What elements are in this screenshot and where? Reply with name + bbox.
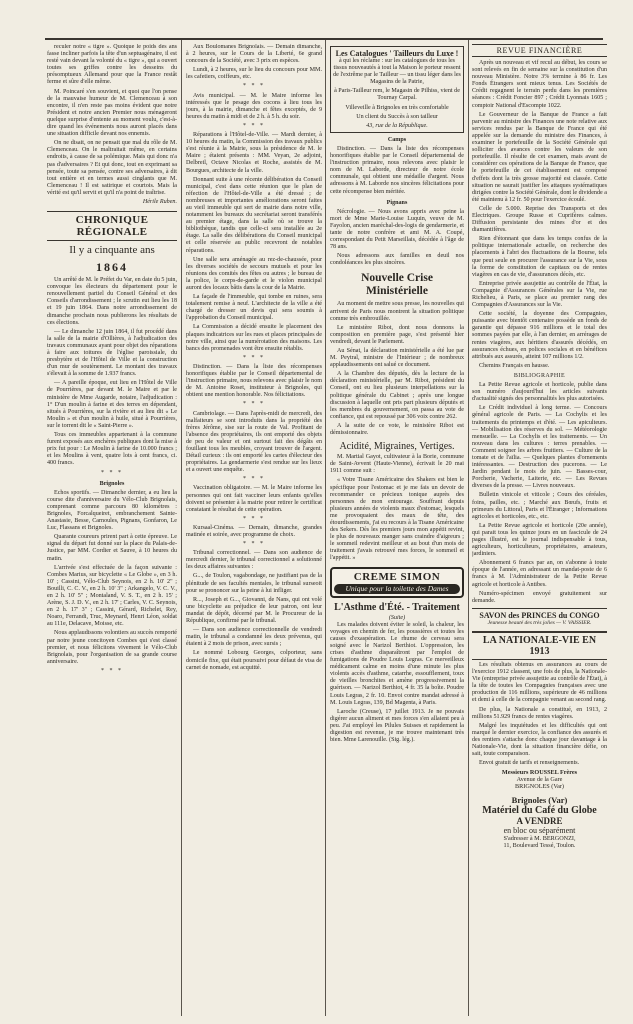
paragraph: On ne disait, on ne pensait que mal du rôle de M. Clemenceau. On le maltraitait même, en certains endroits, à cause de sa polémique. Mais qui donc n'a pas d'adversaires ? Et qui donc, tout en exprimant sa pensée, toute sa pensée, contre ses adversaires, à dit tout entière et en termes aussi cinglants que M. Clemenceau ! Il est satirique et courtois. Mais la vérité est qu'il servit et qu'il n'a point de traîtrise. xyxy=(47,140,177,196)
tribunal-article xyxy=(186,550,322,672)
paragraph: La façade de l'immeuble, qui tombe en ruines, sera totalement remise à neuf. L'architecte de la ville a été chargé de dresser un devis qui sera soumis à l'approbation du Conseil municipal. xyxy=(186,294,322,322)
acidite-title: Acidité, Migraines, Vertiges. xyxy=(339,441,455,453)
section-year: 1864 xyxy=(96,260,128,275)
column-divider xyxy=(325,40,326,1016)
paragraph: R..., Joseph et G..., Giovanni, de Nans, qui ont volé une bicyclette au préjudice de leur patron, ont leur mandat de dépôt, décerné par M. le Procureur de la République, confirmé par le tribunal. xyxy=(186,596,322,625)
paragraph: reculer notre « tigre ». Quoique le poids des ans fasse incliner parfois la tête d'un septuagénaire, il est resté vain devant la volonté du « tigre », qui a ouvert toutes ses griffes contre les desseins du présomptueux Allemand pour que la France restât ferme et sûre d'elle même. xyxy=(47,44,177,86)
asthme-title: L'Asthme d'Été. - Traitement xyxy=(334,601,460,613)
paragraph: Avis municipal. — M. le Maire informe les intéressés que le pesage des cocons à lieu tous les jours, à la mairie, dimanche et fêtes exceptés, de 9 heures du matin à midi et de 2 h. à 5 h. du soir. xyxy=(186,92,322,120)
paragraph: Cette société, la doyenne des Compagnies, puissante avec bientôt centenaire possède un fonds de garantie qui dépasse 916 millions et le total des sommes payées par elle, à l'an dernier, en arrérages de rentes viagères, aux héritiers d'assurés décédés, en assurances échues, en polices sociales et en bénéfices attribués aux assurés, atteint 107 millions 1/2. xyxy=(472,311,607,360)
paragraph: Tribunal correctionnel. — Dans son audience de mercredi dernier, le tribunal correctionnel a solutionné les deux affaires suivantes : xyxy=(186,550,322,571)
ad-title: Les Catalogues ' Tailleurs du Luxe ! xyxy=(335,49,459,58)
separator-stars: * * * xyxy=(243,354,265,361)
paragraph: « Votre Tisane Américaine des Shakers est bien le spécifique pour l'estomac et je me fais un devoir de recommander ce précieux tonique auprès des personnes de mon entourage. Souffrant depuis plusieurs années de violents maux d'estomac, lesquels me provoquaient des maux de tête, des étourdissements, j'ai eu recours à la Tisane Américaine des Sekers. Dès les premiers jours mon appétit revint, le plus de nouveaux manger sans craindre d'aigreurs ; le sommeil redevint meilleur et au bout d'un mois de traitement j'avais retrouvé mes forces, le sommeil et l'appétit. » xyxy=(330,477,464,562)
nationale-vie-article xyxy=(472,662,607,767)
agent-address-1: Avenue de la Gare xyxy=(516,776,563,784)
column-divider xyxy=(468,40,469,1016)
column-divider xyxy=(181,40,182,1016)
asthme-sub: (Suite) xyxy=(388,614,406,621)
cambriolage-article xyxy=(186,411,322,475)
paragraph: Le Crédit individuel à long terme. — Concours général agricole de Paris. — La Cochylis et les traitements du printemps et d'été. — Les apiculteurs. — Mobilisation des réserves du sol. — Météorologie mensuelle. — La Cochylis et les traitements. — Un nouveau dans les cultures : terres prenables. — Comment soigner les arbres fruitiers. — Culture de la tomate et de l'aïlia. — Quelques plantes d'ornements intéressantes. — Destruction des pucerons. — Le Jardin pendant le mois de juin. — Basses-cour, Porcherie, Vacherie, Laiterie, etc. — Les Revues diverses de la presse. — Livres nouveaux. xyxy=(472,405,607,490)
paragraph: Entreprise privée assujettie au contrôle de l'État, la Compagnie d'Assurances Générales sur la Vie, rue Richelieu, à Paris, se place au premier rang des Compagnies d'Assurances sur la Vie. xyxy=(472,280,607,309)
vaccination-article xyxy=(186,485,322,513)
paragraph: Echos sportifs. — Dimanche dernier, a eu lieu la course dite d'anniversaire du Vélo-Club Brignolais, comprenant comme parcours 80 kilomètres : Brignoles, Forcalqueiret, embranchement Sainte-Anastasie, Besse, Carnoules, Pignans, Gonfaron, Le Luc, Flassans et Brignoles. xyxy=(47,489,177,532)
paragraph: La Petite Revue agricole et horticole (20e année), qui parait tous les quinze jours en un fascicule de 24 pages illustré, est le journal indispensable à tous, agriculteurs, horticulteurs, propriétaires, amateurs, jardiniers. xyxy=(472,522,607,558)
paragraph: Kursaal-Cinéma. — Demain, dimanche, grandes matinée et soirée, avec programme de choix. xyxy=(186,524,322,538)
paragraph: Chemins Français en hausse. xyxy=(479,362,550,369)
paragraph: Numéro-spécimen envoyé gratuitement sur demande. xyxy=(472,590,607,604)
paragraph: Laroche (Creuse), 17 juillet 1913. Je ne pouvais digérer aucun aliment et mes forces s'en allaient peu à peu. J'ai employé les Pilules Suisses et rapidement la digestion est revenue, je me trouve maintenant très bien. Mme Larenouille. (Sig. lég.). xyxy=(330,708,464,744)
bibliographie-article xyxy=(472,382,607,605)
paragraph: Au moment de mettre sous presse, les nouvelles qui arrivent de Paris nous montrent la situation politique comme très embrouillée. xyxy=(330,301,464,322)
separator-stars: * * * xyxy=(243,83,265,90)
paragraph: Donnant suite à une récente délibération du Conseil municipal, c'est dans cette réunion que le plan de réfection de l'Hôtel-de-Ville a été dressé ; de nombreuses et importantes améliorations seront faites au vieil immeuble qui sert de mairie dans notre ville, notamment les bureaux du secrétariat seront transférés au premier étage, dans la salle où se trouve la bibliothèque, tandis que celle-ci sera installée au 2e étage. La salle des délibérations du Conseil municipal et celle réservée au public recevront de notables réparations. xyxy=(186,176,322,254)
paragraph: Après un nouveau et vif recul au début, les cours se sont relevés en fin de semaine sur la constitution d'un nouveau Ministère. Notre 3% termine à 86 fr. Les Fonds Étrangers sont mieux tenus. Les Sociétés de Crédit regagnent le terrain perdu dans les premières séances : Crédit Foncier 897 ; Crédit Lyonnais 1605 ; comptoir National d'Escompte 1022. xyxy=(472,60,607,109)
paragraph: La Petite Revue agricole et horticole, publie dans son numéro d'aujourd'hui les articles suivants d'actualité signés des personnalités les plus autorisées. xyxy=(472,382,607,403)
paragraph: Le ministère Ribot, dont nous donnons la composition en première page, s'est présenté hier vendredi, devant le Parlement. xyxy=(330,324,464,345)
paragraph: A la suite de ce vote, le ministère Ribot est démissionnaire. xyxy=(330,422,464,437)
paragraph: L'arrivée s'est effectuée de la façon suivante : Combes Marius, sur bicyclette « Le Globe », en 3 h. 10' ; Cassini, Vélo-Club Seynois, en 2 h. 10' 2" ; Bouilli, C. C. V., en 2 h. 10' 3" ; Arkangelo, V. C. V., en 2 h. 10' 5" ; Montaland, V. S. T., en 2 h. 15' ; Arène, S. J. D. V., en 2 h. 17' ; Carles, V. C. Seynois, en 2 h. 17' 3" ; Cassini, Gérard, Richelet, Rey, Noaro, Ferrandi, Truc, Meynard, Henri Léon, soldat au 111e, Delacave, Moisse, etc. xyxy=(47,564,177,628)
pignans-article xyxy=(330,209,464,268)
paragraph: Aux Boulomanes Brignolais. — Demain dimanche, à 2 heures, sur le Cours de la Liberté, 6e grand concours de la Société, avec 3 prix en espèces. xyxy=(186,44,322,65)
a-vendre: A VENDRE xyxy=(516,815,563,826)
paragraph: Au Sénat, la déclaration ministérielle a été lue par M. Peytral, ministre de l'Intérieur ; de nombreux applaudissements ont salué ce document. xyxy=(330,348,464,369)
paragraph: Cambriolage. — Dans l'après-midi de mercredi, des malfaiteurs se sont introduits dans la propriété des frères Jérôme, sise sur la route de Val. Profitant de l'absence des propriétaires, ils ont emporté des objets de peu de valeur et ont surtout fait des dégâts en fouillant tous les meubles, croyant trouver de l'argent. Détail curieux : ils ont emporté les cartes d'électeur des propriétaires. La gendarmerie s'est rendue sur les lieux et a ouvert une enquête. xyxy=(186,410,322,474)
kursaal-article xyxy=(186,525,322,539)
paragraph: Nécrologie. — Nous avons appris avec peine la mort de Mme Marie-Louise Luquin, veuve de M. Fayolon, ancien maréchal-des-logis de gendarmerie, et tante de notre confrère et ami M. A. Coupé, correspondant du Petit Marseillais, décédée à l'âge de 78 ans. xyxy=(330,208,464,251)
paragraph: A la Chambre des députés, dès la lecture de la déclaration ministérielle, par M. Ribot, président du Conseil, ont eu lieu plusieurs interpellations sur la politique générale du Cabinet ; après une longue discussion à laquelle ont pris part plusieurs députés et les membres du gouvernement, on passa au vote de confiance, qui est repoussé par 306 voix contre 262. xyxy=(330,371,464,420)
separator-stars: * * * xyxy=(101,469,123,476)
paragraph: M. Poincaré s'en souvient, et quoi que l'on pense de la mauvaise humeur de M. Clemenceau à son encontre, il n'en reste pas moins évident que notre Président et notre ancien Premier nous ménageront quelque surprise d'entente au moment voulu, c'est-à-dire quand les événements nous auront placés dans une situation difficile devant nos ennemis. xyxy=(47,88,177,138)
bibliographie-title: BIBLIOGRAPHIE xyxy=(513,372,566,379)
brignoles-article xyxy=(47,490,177,666)
asthme-article xyxy=(330,622,464,745)
paragraph: Villeveille à Brignoles en très comfortable xyxy=(345,104,449,111)
paragraph: — A pareille époque, eut lieu en l'Hôtel de Ville de Pourrières, par devant M. le Maire et par le ministère de Mme Augarde, notaire, l'adjudication : 1° D'un moulin à farine et des terres en dépendant, situés à Pourrières, sur la rivière et au lieu dit « Le Moulin » et d'un moulin à huile, situé à Pourrières, sur le torrent dit le « Saint-Pierre ». xyxy=(47,380,177,429)
paragraph: — Dans son audience correctionnelle de vendredi matin, le tribunal a condamné les deux prévenus, qui étaient à 2 mois de prison, avec sursis ; xyxy=(186,627,322,648)
agent-address-2: BRIGNOLES (Var) xyxy=(515,783,564,791)
creme-name: CREME SIMON xyxy=(353,570,441,583)
paragraph: Rien d'étonnant que dans les temps confus de la politique internationale actuelle, on recherche des placements à l'abri des fluctuations de la Bourse, tels que peut seule en procurer l'assurance sur la Vie, sous la forme de constitution de capitaux ou de rentes viagères en cas de vie, d'assurances décès, etc. xyxy=(472,236,607,278)
signature: Hérile Ruben. xyxy=(142,198,177,205)
section-subtitle: Il y a cinquante ans xyxy=(69,244,155,257)
paragraph: à Paris-Tailleur rem, le Magasin de Pilhiss, vient de Tournay Carpal. xyxy=(334,88,460,102)
paragraph: M. Martial Gayot, cultivateur à la Borie, commune de Saint-Avvent (Haute-Vienne), écrivait le 20 mai 1911 comme suit : xyxy=(330,454,464,475)
revue-financiere-header: REVUE FINANCIÈRE xyxy=(472,44,607,57)
paragraph: Le Gouverneur de la Banque de France a fait parvenir au ministre des Finances une note relative aux services rendus par la Banque de France qui été appelée sur la demande du ministre des Finances, à examiner le portefeuille de la Société Générale qui solliciter des avances contre les valeurs de son portefeuille. Il résulte de cet examen, mais avant de considérer ces opérations de la Banque de France, que le portefeuille de cet établissement est composé d'effets dont la très grosse majorité est classée. Cette situation ne saurait justifier les attaques systématiques dirigées contre la Société Générale, dont le dividende a été maintenu à 12 fr. 50 pour l'exercice écoulé. xyxy=(472,111,607,203)
paragraph: La Commission a décidé ensuite le placement des plaques indicatrices sur les rues et places principales de notre ville, ainsi que la numérotation des maisons. Les bancs des promenades vont être ensuite rétablis. xyxy=(186,324,322,352)
pignans-title: Pignans xyxy=(386,199,408,206)
creme-simon-ad xyxy=(330,567,464,598)
paragraph: — Le dimanche 12 juin 1864, il fut procédé dans la salle de la mairie d'Ollières, à l'adjudication des travaux communaux ayant pour objet des réparations à faire aux toitures de l'église paroissiale, du presbytère et de l'Hôtel de Ville et la construction d'un mur de soutènement. Le montant des travaux s'élevait à la somme de 1.937 francs. xyxy=(47,328,177,378)
camps-article xyxy=(330,146,464,196)
paragraph: Les résultats obtenus en assurances au cours de l'exercice 1912 classent, une fois de plus, la Nationale-Vie (entreprise privée assujettie au contrôle de l'État), à la tête de toutes les Compagnies françaises avec une production de 116 millions, supérieure de 46 millions et demi à celle de la compagnie venant au second rang. xyxy=(472,661,607,704)
paragraph: Les malades doivent éviter le soleil, la chaleur, les voyages en chemin de fer, les poussières et toutes les causes d'exaspération. Le rhume de cerveau sera soigné avec le Narizol Berthiot. L'oppression, les crises d'asthme disparaîtront par l'emploi de fumigations de Poudre Louis Legras. Ce merveilleux médicament calme en moins d'une minute les plus violents accès d'asthme, catarrhe, essoufflement, toux de vieilles bronchites et amène progressivement la guérison. — Narizol Berthiot, 4 fr. 35 la boîte. Poudre Louis Legras, 2 fr. 10. Envoi contre mandat adressé à M. Louis Legras, 139, Bd Magenta, à Paris. xyxy=(330,621,464,706)
paragraph: Le nommé Lobourg Georges, colporteur, sans domicile fixe, qui était poursuivi pour défaut de visa de carnet de nomade, est acquitté. xyxy=(186,650,322,671)
paragraph: Nous applaudissons volontiers au succès remporté par notre jeune concitoyen Combes qui s'est classé premier, et nous félicitons vivement le Vélo-Club Brignolais, pour l'organisation de sa grande course anniversaire. xyxy=(47,630,177,665)
paragraph: Vaccination obligatoire. — M. le Maire informe les personnes qui ont fait vacciner leurs enfants qu'elles doivent se présenter à la mairie pour retirer le certificat constatant le résultat de cette opération. xyxy=(186,485,322,513)
creme-tagline: Unique pour la toilette des Dames xyxy=(334,584,460,594)
paragraph: Un client du Succès à son tailleur xyxy=(356,113,438,120)
news-title: Nouvelle Crise Ministérielle xyxy=(361,272,433,298)
column-4 xyxy=(472,44,607,1018)
paragraph: Lundi, à 2 heures, sur le lieu du concours pour MM. les cafetiers, coiffeurs, etc. xyxy=(186,67,322,81)
paragraph: Bulletin vinicole et viticole ; Cours des céréales, foins, pailles, etc. ; Marché aux Bœufs, fruits et primeurs du Littoral, Paris et l'Étranger ; Informations agricoles et horticoles, etc., etc. xyxy=(472,492,607,520)
boulomanes-article xyxy=(186,44,322,81)
ad-lines xyxy=(333,58,461,121)
acidite-article xyxy=(330,454,464,562)
paragraph: Abonnement 6 francs par an, on s'abonne à toute époque de l'année, en adressant un mandat-poste de 6 francs à M. l'Administrateur de la Petite Revue agricole et horticole à Antibes. xyxy=(472,560,607,588)
paragraph: Un arrêté de M. le Préfet du Var, en date du 5 juin, convoque les électeurs du département pour le renouvellement partiel du Conseil Général et des Conseils d'arrondissement ; le scrutin eut lieu les 18 et 19 juin 1864. Dans notre arrondissement de dimanche prochain nous publierons les résultats de ces élections. xyxy=(47,277,177,326)
separator-stars: * * * xyxy=(243,401,265,408)
separator-stars: * * * xyxy=(243,515,265,522)
paragraph: Celle de 5.000. Reprise des Transports et des Electriques. Groupe Russe et Cuprifères calmes. Diffusion persistante des mines d'or et des diamantifères. xyxy=(472,205,607,234)
savon-ad-sub: Jeunesse beauté des très jolies — V. VAISSIER. xyxy=(487,619,592,626)
paragraph: Quarante coureurs prirent part à cette épreuve. Le signal du départ fut donné sur la place du Palais-de-Justice, par MM. Cordier et Sauve, à 10 heures du matin. xyxy=(47,534,177,562)
separator-stars: * * * xyxy=(243,541,265,548)
en-bloc: en bloc ou séparément xyxy=(503,825,576,835)
paragraph: à qui les réclame : sur les catalogues de tous les tissus nouveautés à tout la Maison le porteur ressent de l'extrême par le Tailleur — un tissu léger dans les Magasins de la Patrie, xyxy=(333,58,461,86)
savon-ad-title: SAVON des PRINCES du CONGO xyxy=(472,608,607,620)
paragraph: Malgré les inquiétudes et les difficultés qui ont marqué le dernier exercice, la confiance des assurés et des rentiers s'attache donc chaque jour davantage à la Nationale-Vie, dont la situation financière défie, on sait, toute comparaison. xyxy=(472,722,607,758)
top-rule xyxy=(45,38,603,40)
column-1 xyxy=(47,44,177,1018)
paragraph: G..., de Toulon, vagabondage, ne justifiant pas de la plénitude de ses facultés mentales, le tribunal surseoit pour se prononcer sur la peine à lui infliger. xyxy=(186,573,322,594)
news-article xyxy=(330,301,464,437)
paragraph: Tous ces immeubles appartenant à la commune furent exposés aux enchères publiques dont la mise à prix fut pour : Le Moulin à farine de 10.000 francs ; et les Moulins à vent, quatre lots à cent francs, ci. 400 francs. xyxy=(47,432,177,467)
separator-stars: * * * xyxy=(243,122,265,129)
section-title: CHRONIQUE RÉGIONALE xyxy=(47,211,177,241)
paragraph: Distinction. — Dans la liste des récompenses honorifiques établie par le Conseil départemental de l'instruction primaire, nous relevons avec plaisir le nom de M. Laborde, directeur de notre école communale, qui obtient une médaille d'argent. Nous adressons à M. Laborde nos sincères félicitations pour cette récompense bien méritée. xyxy=(330,145,464,195)
contact: S'adresser à M. BERGONZI, xyxy=(503,834,576,842)
column-2 xyxy=(186,44,322,1018)
paragraph: Une salle sera aménagée au rez-de-chaussée, pour les diverses sociétés de secours mutuels et pour les réunions des comités des fêtes ou autres ; le bureau de la police, le corps-de-garde et le violon municipal auront des locaux bâtis dans la cour de la Mairie. xyxy=(186,256,322,291)
camps-title: Camps xyxy=(387,136,407,143)
cafe-title: Matériel du Café du Globe xyxy=(482,804,597,816)
agent-name: Messieurs ROUSSEL Frères xyxy=(501,769,578,777)
column-3 xyxy=(330,44,464,1018)
avis-article xyxy=(186,93,322,121)
paragraph: Distinction. — Dans la liste des récompenses honorifiques établie par le Conseil départemental de l'instruction primaire, nous relevons avec plaisir le nom de M. Antoine Roset, instituteur à Brignoles, qui obtient une mention honorable. Nos félicitations. xyxy=(186,363,322,399)
intro-article xyxy=(47,44,177,197)
nationale-vie-title: LA NATIONALE-VIE EN 1913 xyxy=(472,631,607,660)
regional-article xyxy=(47,277,177,467)
reparations-article xyxy=(186,132,322,353)
paragraph: Réparations à l'Hôtel-de-Ville. — Mardi dernier, à 10 heures du matin, la Commission des travaux publics s'est réunie à la Mairie, sous la présidence de M. le Maire ; étaient présents : MM. Veyan, 2e adjoint, Delbreil, Octave Nicolas et Roche, assistés de M. Bourgues, architecte de la ville. xyxy=(186,132,322,174)
finance-article xyxy=(472,60,607,370)
distinction-article xyxy=(186,364,322,399)
brignoles-title: Brignoles xyxy=(99,480,125,487)
catalogues-ad xyxy=(330,46,464,133)
paragraph: Envoi gratuit de tarifs et renseignements. xyxy=(479,760,580,767)
ad-address: 43, rue de la République. xyxy=(366,122,428,129)
paragraph: Nous adressons aux familles en deuil nos condoléances les plus sincères. xyxy=(330,253,464,267)
paragraph: De plus, la Nationale a constitué, en 1913, 2 millions 51.929 francs de rentes viagères. xyxy=(472,706,607,720)
separator-stars: * * * xyxy=(243,476,265,483)
sale-location: Brignoles (Var) xyxy=(511,794,568,805)
contact-address: 11, Boulevard Tessé, Toulon. xyxy=(503,841,576,849)
separator-stars: * * * xyxy=(101,667,123,674)
